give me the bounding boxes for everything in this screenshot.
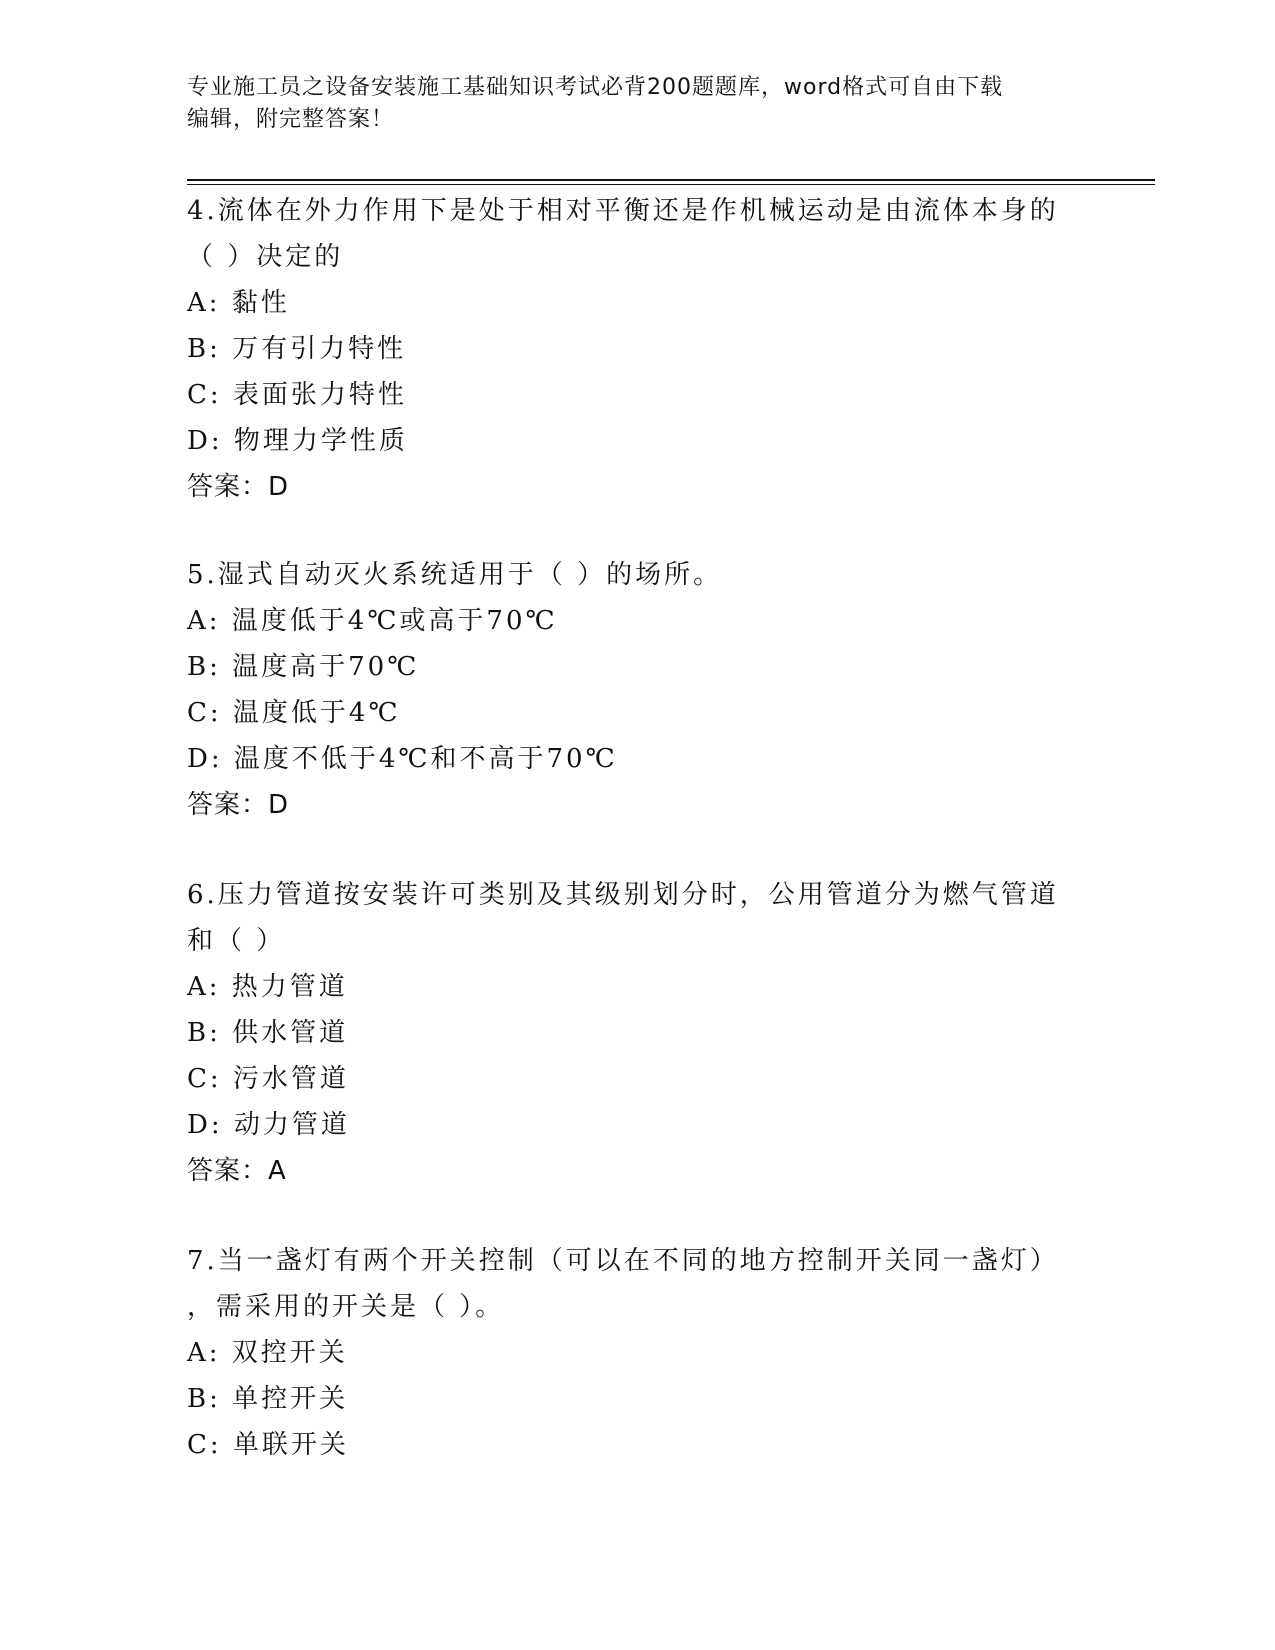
question-4	[187, 188, 1087, 510]
answer-text: 答案：D	[187, 472, 290, 502]
question-6	[187, 872, 1087, 1194]
question-stem-line: 6.压力管道按安装许可类别及其级别划分时，公用管道分为燃气管道	[187, 880, 1059, 910]
document-header	[187, 72, 1067, 136]
option-d: D: 动力管道	[187, 1110, 350, 1140]
header-divider-thick	[187, 179, 1155, 181]
option-b: B: 温度高于70℃	[187, 652, 420, 682]
question-stem-line: （ ）决定的	[187, 242, 344, 272]
option-d: D: 温度不低于4℃和不高于70℃	[187, 744, 618, 774]
option-c: C: 温度低于4℃	[187, 698, 401, 728]
option-d: D: 物理力学性质	[187, 426, 408, 456]
option-a: A: 温度低于4℃或高于70℃	[187, 606, 558, 636]
question-5	[187, 552, 1087, 828]
option-c: C: 表面张力特性	[187, 380, 407, 410]
question-stem-line: 和（ ）	[187, 926, 286, 956]
question-stem-line: 7.当一盏灯有两个开关控制（可以在不同的地方控制开关同一盏灯）	[187, 1246, 1059, 1276]
header-line-1: 专业施工员之设备安装施工基础知识考试必背200题题库，word格式可自由下载	[187, 75, 1004, 100]
question-stem-line: 4.流体在外力作用下是处于相对平衡还是作机械运动是由流体本身的	[187, 196, 1059, 226]
question-stem-line: 5.湿式自动灭火系统适用于（ ）的场所。	[187, 560, 723, 590]
option-c: C: 单联开关	[187, 1430, 349, 1460]
option-c: C: 污水管道	[187, 1064, 349, 1094]
option-a: A: 热力管道	[187, 972, 348, 1002]
option-b: B: 供水管道	[187, 1018, 349, 1048]
option-b: B: 单控开关	[187, 1384, 349, 1414]
answer-text: 答案：D	[187, 790, 290, 820]
header-divider-thin	[187, 184, 1155, 185]
header-line-2: 编辑，附完整答案！	[187, 107, 395, 132]
option-a: A: 黏性	[187, 288, 290, 318]
option-a: A: 双控开关	[187, 1338, 348, 1368]
option-b: B: 万有引力特性	[187, 334, 407, 364]
answer-text: 答案：A	[187, 1156, 287, 1186]
question-stem-line: ，需采用的开关是（ ）。	[187, 1292, 505, 1322]
question-7	[187, 1238, 1087, 1468]
